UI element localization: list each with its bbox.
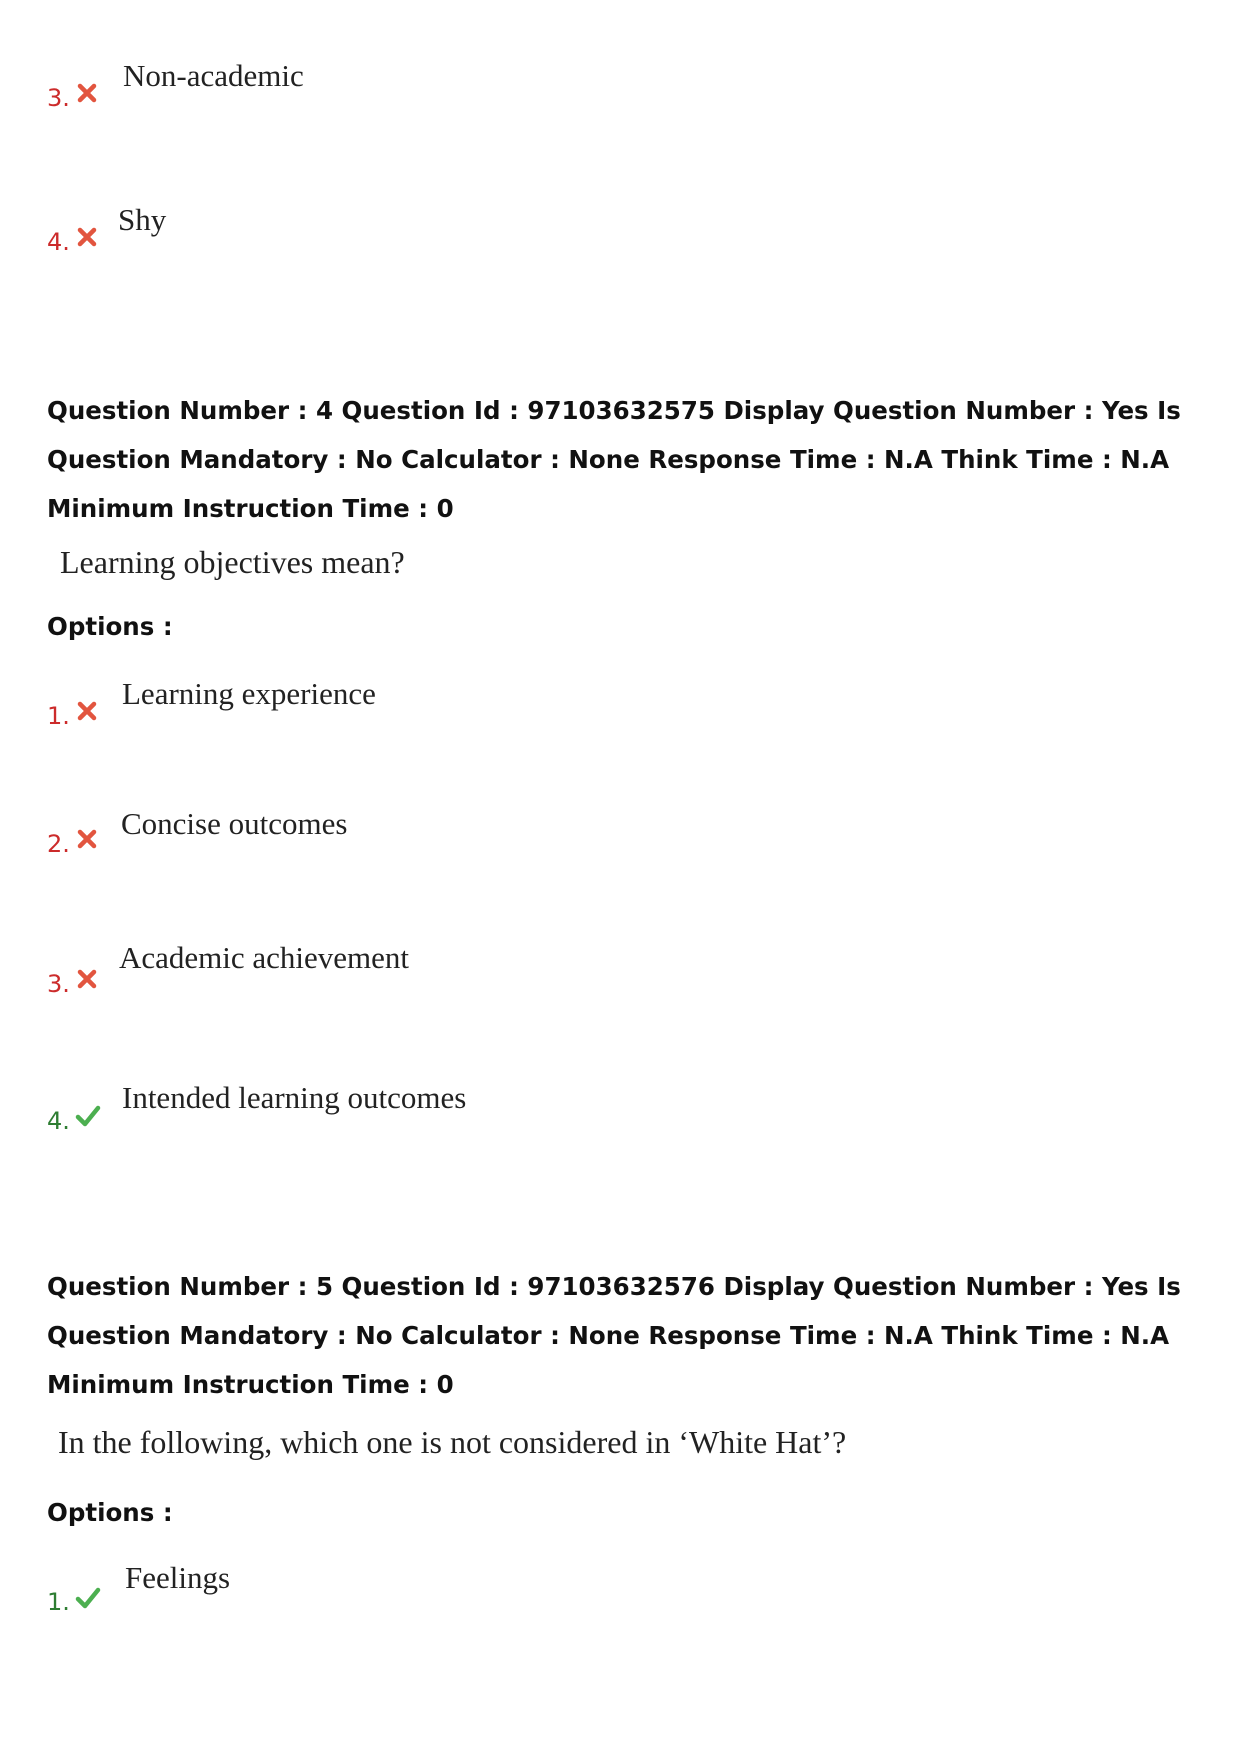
option-text: Shy xyxy=(118,202,167,237)
options-label: Options : xyxy=(47,1498,173,1527)
question-text: Learning objectives mean? xyxy=(60,544,405,580)
option-text: Feelings xyxy=(125,1560,231,1595)
option-text: Concise outcomes xyxy=(121,806,348,841)
options-label: Options : xyxy=(47,612,173,641)
option-text: Academic achievement xyxy=(119,940,410,975)
option-number: 1. xyxy=(47,702,70,730)
question-header: Question Number : 4 Question Id : 97103632575 Display Question Number : Yes Is Question Mandatory : No Calculator : None Response Time : N.A Think Time : N.A Minimum Instruction Time : 0 xyxy=(47,396,1181,523)
option-text: Intended learning outcomes xyxy=(122,1080,467,1115)
option-number: 2. xyxy=(47,830,70,858)
option-text: Learning experience xyxy=(122,676,376,711)
question-text: In the following, which one is not considered in ‘White Hat’? xyxy=(58,1424,847,1460)
cross-icon xyxy=(76,700,98,722)
cross-icon xyxy=(76,968,98,990)
option-number: 4. xyxy=(47,1107,70,1135)
check-icon xyxy=(75,1104,101,1128)
option-number: 3. xyxy=(47,970,70,998)
cross-icon xyxy=(76,226,98,248)
cross-icon xyxy=(76,828,98,850)
cross-icon xyxy=(76,82,98,104)
option-number: 3. xyxy=(47,84,70,112)
option-text: Non-academic xyxy=(123,58,304,93)
option-number: 4. xyxy=(47,228,70,256)
option-number: 1. xyxy=(47,1588,70,1616)
question-header: Question Number : 5 Question Id : 97103632576 Display Question Number : Yes Is Question Mandatory : No Calculator : None Response Time : N.A Think Time : N.A Minimum Instruction Time : 0 xyxy=(47,1272,1181,1399)
check-icon xyxy=(75,1586,101,1610)
